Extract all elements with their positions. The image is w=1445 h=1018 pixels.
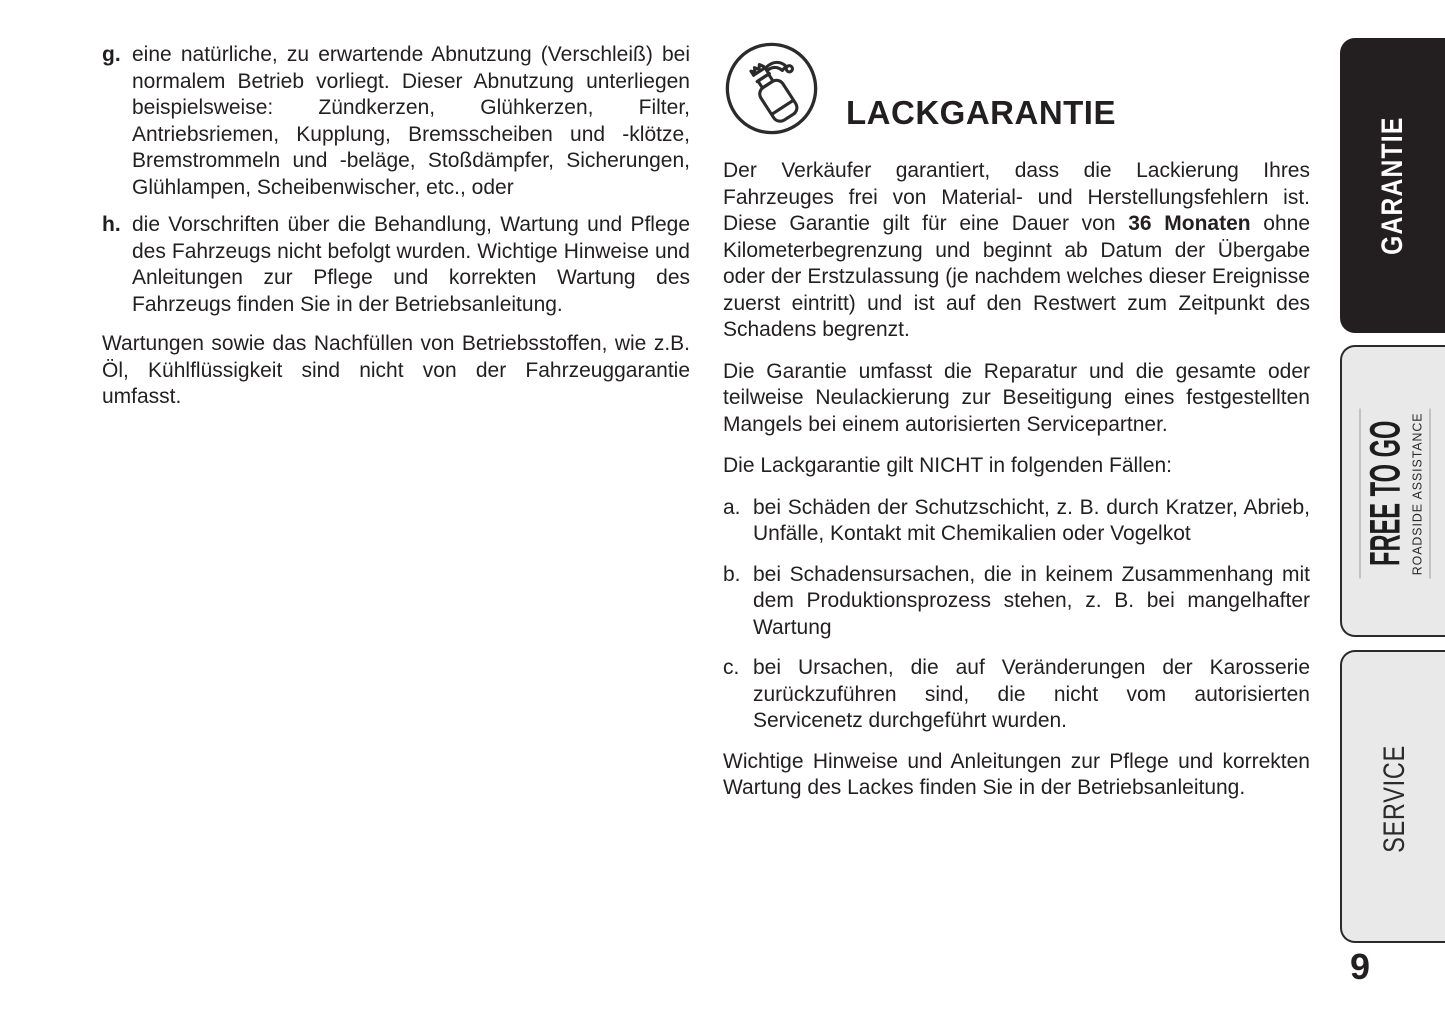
tab-free-to-go-label: FREE TO GO: [1361, 420, 1409, 566]
tab-service-label: SERVICE: [1377, 744, 1411, 853]
paragraph-warranty-terms: [723, 158, 1310, 344]
list-item-b: [723, 562, 1310, 642]
tab-garantie: [1340, 38, 1445, 333]
paragraph-exclusions-intro: Die Lackgarantie gilt NICHT in folgenden Fällen:: [723, 454, 1173, 477]
list-item-h: [102, 212, 690, 318]
paragraph-text: ohne Kilometerbegrenzung und beginnt ab Datum der Übergabe oder der Erstzulassung (je nachdem welches dieser Ereignisse zuerst eintritt) und ist auf den Restwert zum Zeitpunkt des Schadens begrenzt.: [723, 212, 1311, 341]
list-item-g: [102, 42, 690, 201]
list-item-text: die Vorschriften über die Behandlung, Wartung und Pflege des Fahrzeugs nicht befolgt wurden. Wichtige Hinweise und Anleitungen zur Pflege und korrekten Wartung des Fahrzeugs finden Sie in der Betriebsanleitung.: [132, 213, 690, 316]
paragraph-text: Der Verkäufer garantiert, dass die Lackierung Ihres Fahrzeuges frei von Material- und Herstellungsfehlern ist. Diese Garantie gilt für eine Dauer von: [723, 159, 1310, 235]
list-item-text: eine natürliche, zu erwartende Abnutzung (Verschleiß) bei normalem Betrieb vorliegt. Dieser Abnutzung unterliegen beispielsweise: Zündkerzen, Glühkerzen, Filter, Antriebsriemen, Kupplung, Bremsscheiben und -klötze, Bremstrommeln und -beläge, Stoßdämpfer, Sicherungen, Glühlampen, Scheibenwischer, etc., oder: [132, 43, 690, 199]
section-header: [723, 40, 1310, 137]
tab-garantie-rotated-content: [1340, 38, 1445, 333]
list-item-a: [723, 495, 1310, 548]
list-item-label: b.: [723, 562, 741, 586]
paint-spray-gun-icon: [723, 40, 820, 137]
duration-bold-text: 36 Monaten: [1128, 212, 1251, 235]
tab-service-rotated-content: [1342, 652, 1445, 945]
tab-service: [1340, 650, 1445, 943]
list-item-text: bei Schadensursachen, die in keinem Zusammenhang mit dem Produktionsprozess stehen, z. B. bei mangelhafter Wartung: [753, 562, 1310, 639]
list-item-label: c.: [723, 656, 740, 679]
paragraph-care-note: Wichtige Hinweise und Anleitungen zur Pflege und korrekten Wartung des Lackes finden Sie in der Betriebsanleitung.: [723, 749, 1310, 799]
right-column: [723, 40, 1310, 817]
tab-garantie-label: GARANTIE: [1375, 116, 1409, 255]
list-item-label: h.: [102, 213, 121, 236]
list-item-c: [723, 655, 1310, 735]
tab-free-to-go: [1340, 345, 1445, 637]
list-item-label: g.: [102, 43, 121, 66]
paragraph-coverage: Die Garantie umfasst die Reparatur und die gesamte oder teilweise Neulackierung zur Beseitigung eines festgestellten Mangels bei einem autorisierten Servicepartner.: [723, 359, 1310, 436]
tab-rule-bottom: [1429, 408, 1430, 578]
tab-free-to-go-rotated-content: [1342, 347, 1445, 639]
tab-free-to-go-sublabel: ROADSIDE ASSISTANCE: [1409, 411, 1424, 575]
tab-rule-top: [1359, 408, 1360, 578]
page-number: 9: [1350, 946, 1371, 987]
left-column: [102, 42, 690, 426]
section-title: LACKGARANTIE: [846, 94, 1116, 131]
list-item-label: a.: [723, 495, 741, 519]
left-closing-paragraph: Wartungen sowie das Nachfüllen von Betriebsstoffen, wie z.B. Öl, Kühlflüssigkeit sind nicht von der Fahrzeuggarantie umfasst.: [102, 332, 690, 408]
list-item-text: bei Schäden der Schutzschicht, z. B. durch Kratzer, Abrieb, Unfälle, Kontakt mit Chemikalien oder Vogelkot: [753, 495, 1310, 545]
list-item-text: bei Ursachen, die auf Veränderungen der Karosserie zurückzuführen sind, die nicht vom autorisierten Servicenetz durchgeführt wurden.: [753, 656, 1310, 732]
